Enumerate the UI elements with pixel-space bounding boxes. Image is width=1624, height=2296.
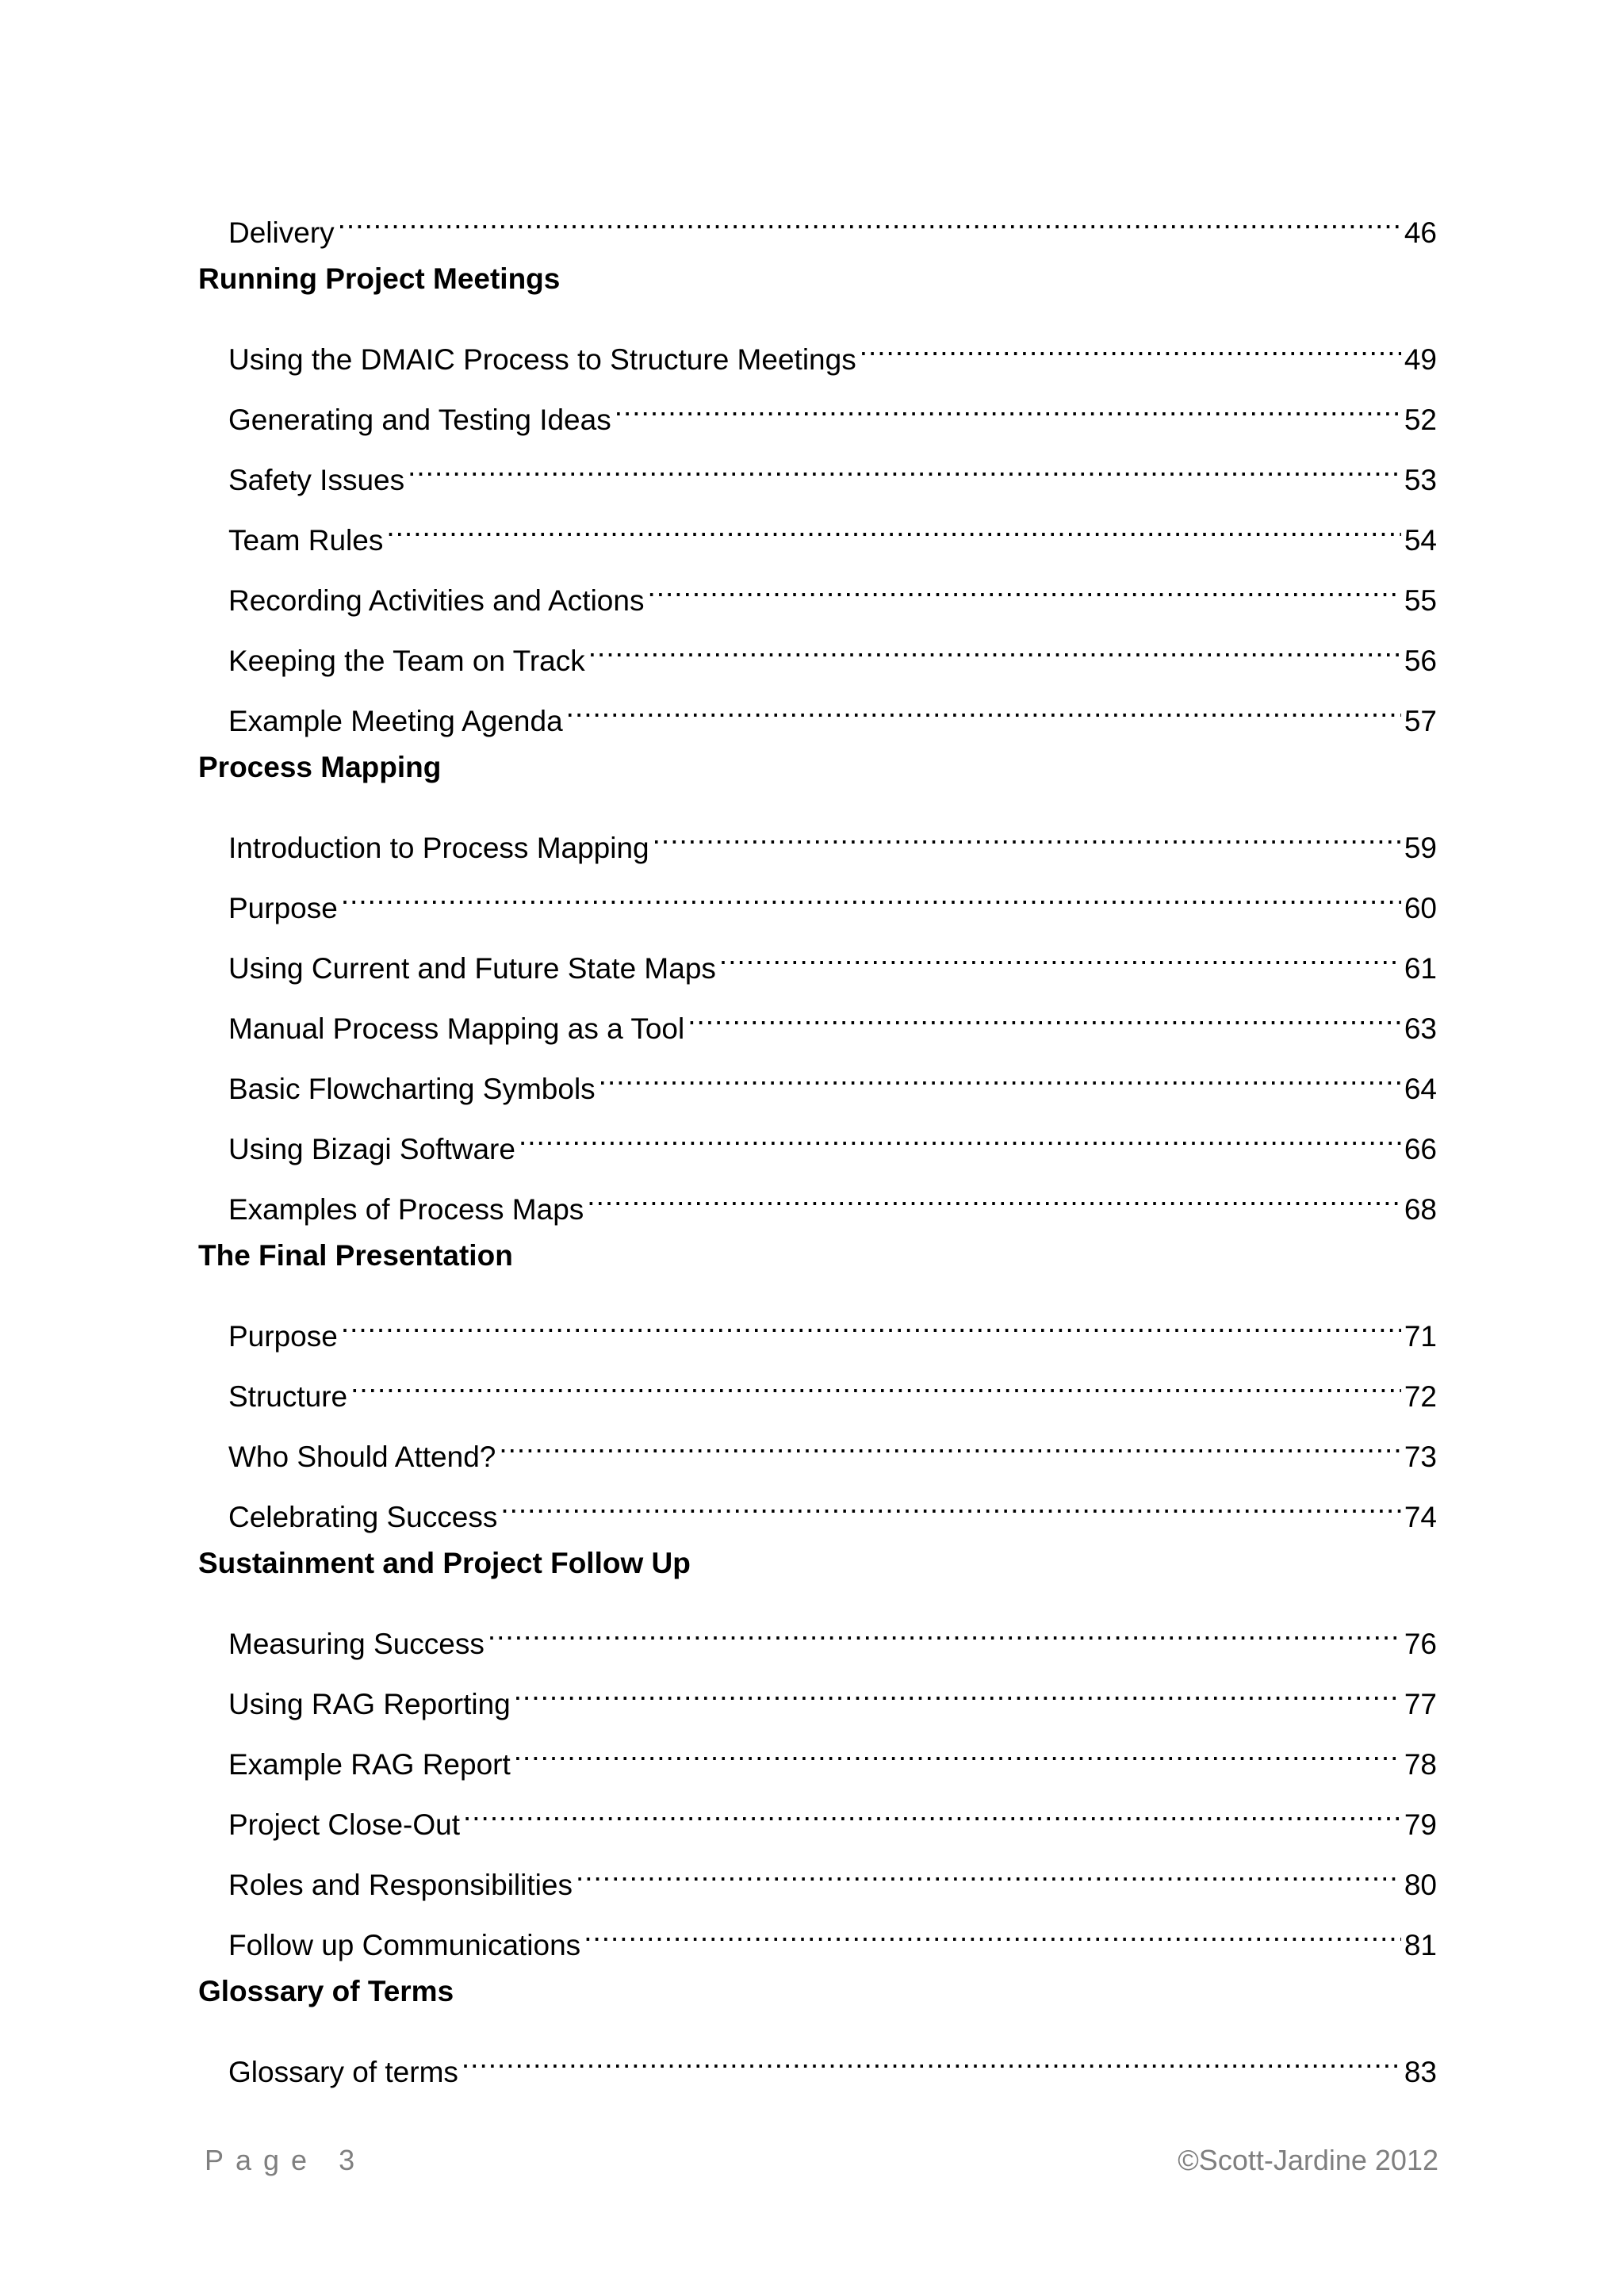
toc-entry-title: Purpose	[228, 892, 338, 924]
lead-entries	[198, 195, 1437, 255]
toc-entry-page: 74	[1404, 1501, 1437, 1533]
toc-entry-page: 61	[1404, 952, 1437, 985]
toc-entry-page: 73	[1404, 1441, 1437, 1473]
page-number-label: Page 3	[205, 2144, 367, 2176]
dot-leader	[519, 1112, 1401, 1159]
toc-entry[interactable]	[198, 1479, 1437, 1540]
page-footer	[205, 2137, 1438, 2184]
toc-section-heading[interactable]: Process Mapping	[198, 751, 442, 783]
dot-leader	[463, 1787, 1401, 1835]
toc-entry-page: 79	[1404, 1808, 1437, 1841]
toc-entry[interactable]	[198, 503, 1437, 563]
toc-entry[interactable]	[198, 1727, 1437, 1787]
toc-entry-title: Using Current and Future State Maps	[228, 952, 716, 985]
toc-entry[interactable]	[198, 442, 1437, 503]
toc-entry-page: 83	[1404, 2056, 1437, 2088]
toc-entry[interactable]	[198, 382, 1437, 442]
toc-entry-title: Basic Flowcharting Symbols	[228, 1073, 596, 1105]
toc-entry[interactable]	[198, 1419, 1437, 1479]
dot-leader	[341, 871, 1401, 918]
dot-leader	[408, 442, 1401, 490]
copyright-notice: ©Scott-Jardine 2012	[1178, 2144, 1438, 2176]
toc-entry-page: 52	[1404, 404, 1437, 436]
dot-leader	[615, 382, 1401, 430]
toc-entry[interactable]	[198, 2034, 1437, 2095]
toc-entry-page: 49	[1404, 343, 1437, 376]
dot-leader	[341, 1299, 1401, 1346]
dot-leader	[566, 683, 1401, 731]
toc-entry-title: Using the DMAIC Process to Structure Meetings	[228, 343, 856, 376]
toc-section-heading[interactable]: Running Project Meetings	[198, 262, 561, 295]
toc-entry[interactable]	[198, 195, 1437, 255]
toc-entry[interactable]	[198, 991, 1437, 1051]
toc-section-final-presentation	[198, 1232, 1437, 1540]
dot-leader	[462, 2034, 1401, 2082]
toc-entry[interactable]	[198, 810, 1437, 871]
toc-entry[interactable]	[198, 931, 1437, 991]
toc-entry-title: Follow up Communications	[228, 1929, 581, 1961]
toc-section-glossary	[198, 1968, 1437, 2095]
dot-leader	[500, 1479, 1401, 1527]
toc-entry-title: Keeping the Team on Track	[228, 645, 585, 677]
toc-entry-title: Safety Issues	[228, 464, 405, 496]
dot-leader	[653, 810, 1401, 858]
dot-leader	[514, 1727, 1401, 1774]
toc-entry-page: 71	[1404, 1320, 1437, 1353]
toc-section-heading[interactable]: Sustainment and Project Follow Up	[198, 1547, 691, 1579]
toc-section-sustainment	[198, 1540, 1437, 1968]
toc-entry-title: Project Close-Out	[228, 1808, 460, 1841]
toc-entry-page: 46	[1404, 216, 1437, 249]
toc-entry-page: 78	[1404, 1748, 1437, 1781]
toc-entry[interactable]	[198, 563, 1437, 623]
toc-entry-page: 57	[1404, 705, 1437, 737]
toc-entry-page: 68	[1404, 1193, 1437, 1226]
table-of-contents	[198, 195, 1437, 2095]
toc-entry[interactable]	[198, 1172, 1437, 1232]
toc-entry-page: 54	[1404, 524, 1437, 557]
toc-entry-title: Manual Process Mapping as a Tool	[228, 1012, 685, 1045]
toc-entry-title: Generating and Testing Ideas	[228, 404, 611, 436]
toc-section-running-project-meetings	[198, 255, 1437, 744]
toc-entry-page: 77	[1404, 1688, 1437, 1720]
toc-section-process-mapping	[198, 744, 1437, 1232]
toc-entry-page: 72	[1404, 1380, 1437, 1413]
toc-entry-title: Example RAG Report	[228, 1748, 511, 1781]
dot-leader	[719, 931, 1401, 978]
toc-entry[interactable]	[198, 1667, 1437, 1727]
toc-entry-title: Roles and Responsibilities	[228, 1869, 573, 1901]
toc-entry[interactable]	[198, 1787, 1437, 1847]
toc-entry[interactable]	[198, 1359, 1437, 1419]
toc-entry-title: Structure	[228, 1380, 348, 1413]
toc-entry-title: Introduction to Process Mapping	[228, 832, 649, 864]
dot-leader	[647, 563, 1400, 610]
dot-leader	[350, 1359, 1401, 1406]
dot-leader	[588, 623, 1401, 671]
toc-entry-page: 56	[1404, 645, 1437, 677]
toc-entry-title: Using RAG Reporting	[228, 1688, 511, 1720]
toc-entry[interactable]	[198, 1908, 1437, 1968]
toc-entry-title: Using Bizagi Software	[228, 1133, 515, 1165]
toc-entry-page: 80	[1404, 1869, 1437, 1901]
toc-entry-page: 76	[1404, 1628, 1437, 1660]
toc-entry[interactable]	[198, 1847, 1437, 1908]
dot-leader	[499, 1419, 1400, 1467]
toc-entry-page: 59	[1404, 832, 1437, 864]
toc-entry-page: 53	[1404, 464, 1437, 496]
dot-leader	[584, 1908, 1401, 1955]
dot-leader	[688, 991, 1401, 1039]
toc-entry-page: 66	[1404, 1133, 1437, 1165]
toc-section-heading[interactable]: The Final Presentation	[198, 1239, 513, 1272]
toc-entry-page: 64	[1404, 1073, 1437, 1105]
toc-entry[interactable]	[198, 1606, 1437, 1667]
dot-leader	[576, 1847, 1401, 1895]
dot-leader	[386, 503, 1400, 550]
toc-entry[interactable]	[198, 322, 1437, 382]
dot-leader	[514, 1667, 1401, 1714]
dot-leader	[860, 322, 1401, 369]
toc-entry-title: Team Rules	[228, 524, 384, 557]
toc-section-heading[interactable]: Glossary of Terms	[198, 1975, 454, 2007]
toc-entry[interactable]	[198, 683, 1437, 744]
dot-leader	[587, 1172, 1401, 1219]
dot-leader	[599, 1051, 1401, 1099]
toc-entry-title: Glossary of terms	[228, 2056, 458, 2088]
toc-entry-title: Examples of Process Maps	[228, 1193, 584, 1226]
toc-entry-page: 81	[1404, 1929, 1437, 1961]
toc-entry[interactable]	[198, 1299, 1437, 1359]
toc-entry-page: 55	[1404, 584, 1437, 617]
toc-entry-title: Celebrating Success	[228, 1501, 498, 1533]
dot-leader	[488, 1606, 1401, 1654]
toc-entry-title: Measuring Success	[228, 1628, 485, 1660]
dot-leader	[338, 195, 1401, 243]
toc-entry[interactable]	[198, 1051, 1437, 1112]
toc-entry[interactable]	[198, 1112, 1437, 1172]
toc-entry-page: 60	[1404, 892, 1437, 924]
toc-entry-title: Recording Activities and Actions	[228, 584, 645, 617]
toc-entry-title: Delivery	[228, 216, 335, 249]
toc-entry-title: Who Should Attend?	[228, 1441, 496, 1473]
toc-entry-title: Example Meeting Agenda	[228, 705, 563, 737]
toc-entry[interactable]	[198, 623, 1437, 683]
toc-entry[interactable]	[198, 871, 1437, 931]
toc-entry-page: 63	[1404, 1012, 1437, 1045]
toc-entry-title: Purpose	[228, 1320, 338, 1353]
